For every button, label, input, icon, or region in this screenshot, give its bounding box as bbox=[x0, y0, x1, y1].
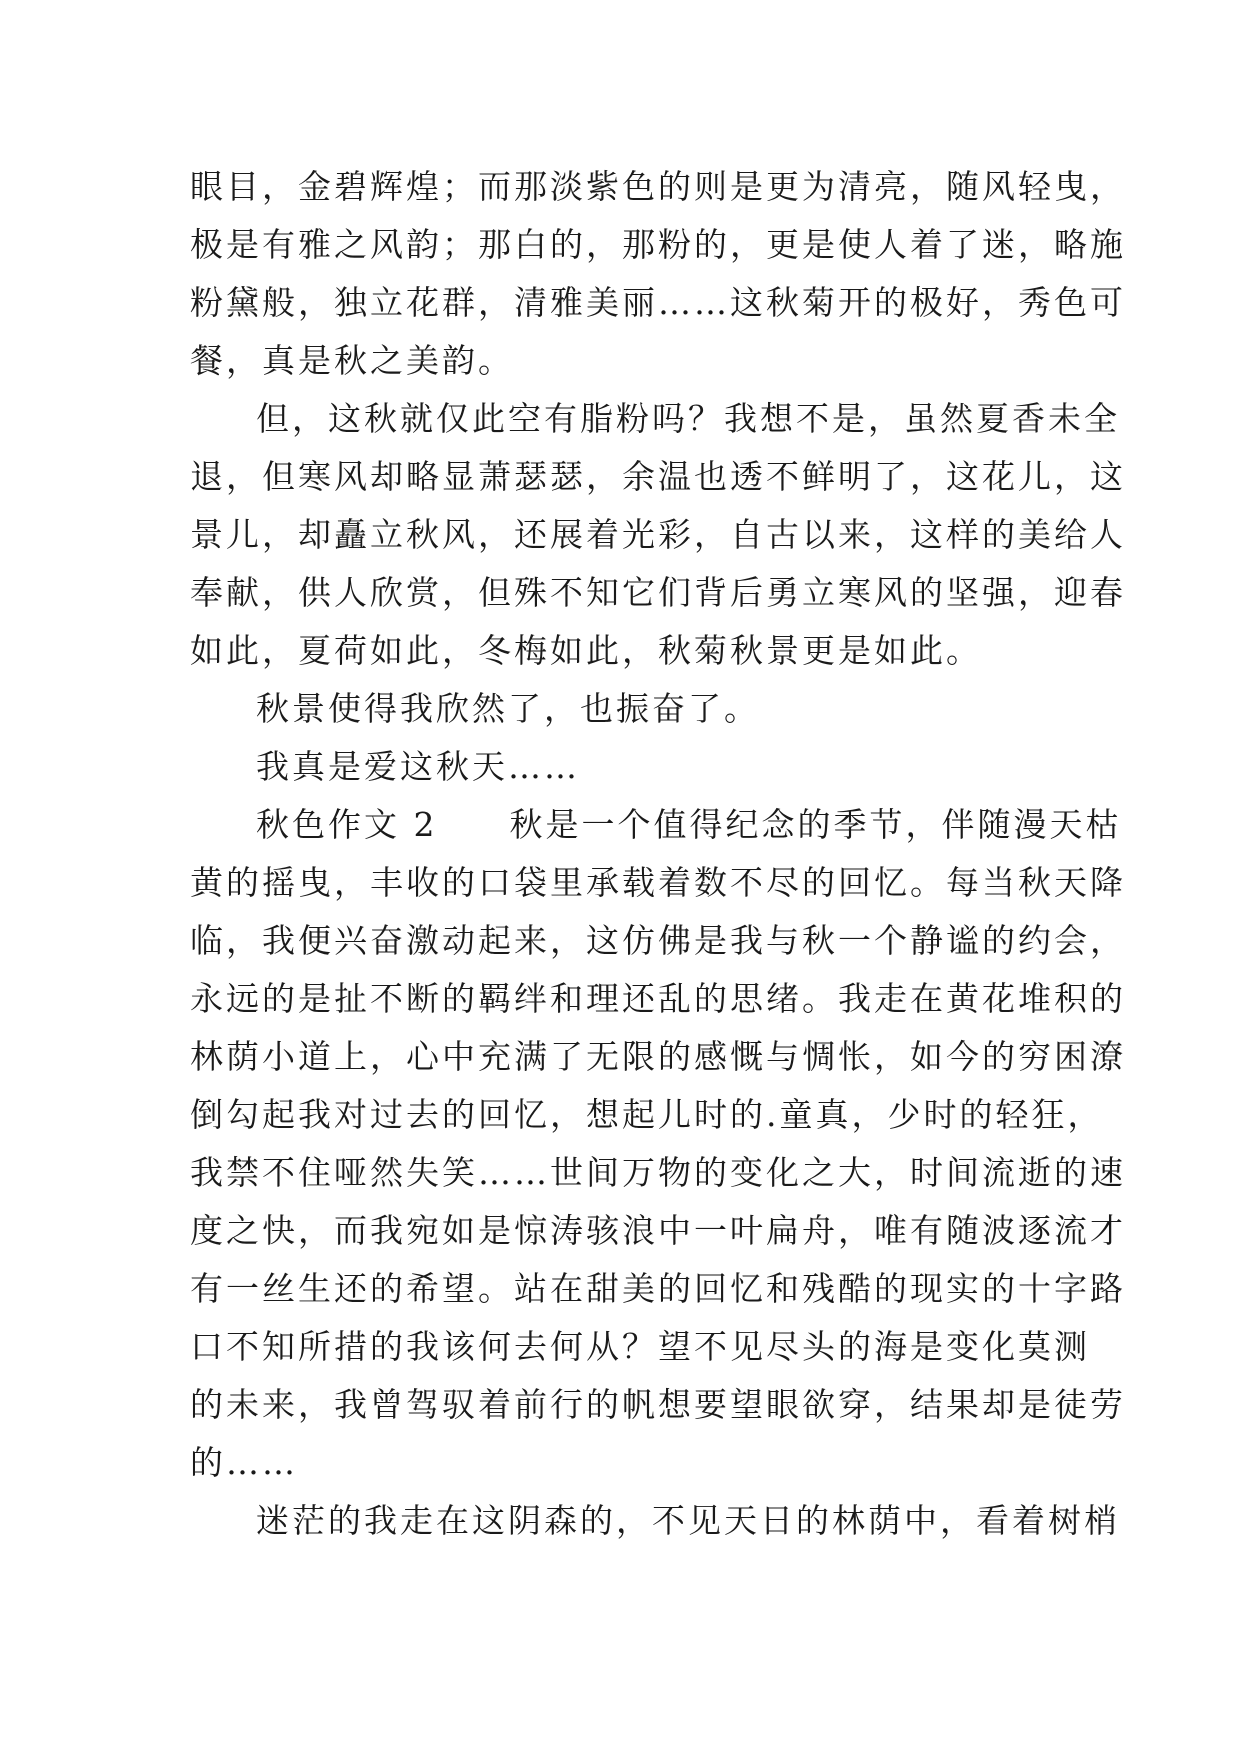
text-line: 度之快，而我宛如是惊涛骇浪中一叶扁舟，唯有随波逐流才 bbox=[190, 1211, 1126, 1250]
text-line: 极是有雅之风韵；那白的，那粉的，更是使人着了迷，略施 bbox=[190, 225, 1126, 264]
text-line: 临，我便兴奋激动起来，这仿佛是我与秋一个静谧的约会， bbox=[190, 921, 1126, 960]
paragraph-start-line: 我真是爱这秋天…… bbox=[256, 747, 580, 786]
text-line: 倒勾起我对过去的回忆，想起儿时的.童真，少时的轻狂， bbox=[190, 1095, 1104, 1134]
text-line: 眼目，金碧辉煌；而那淡紫色的则是更为清亮，随风轻曳， bbox=[190, 167, 1126, 206]
text-line: 的未来，我曾驾驭着前行的帆想要望眼欲穿，结果却是徒劳 bbox=[190, 1385, 1126, 1424]
paragraph-start-line: 迷茫的我走在这阴森的，不见天日的林荫中，看着树梢 bbox=[256, 1501, 1120, 1540]
text-line: 的…… bbox=[190, 1443, 298, 1482]
text-line: 永远的是扯不断的羁绊和理还乱的思绪。我走在黄花堆积的 bbox=[190, 979, 1126, 1018]
essay-body bbox=[190, 158, 1126, 1550]
text-line: 我禁不住哑然失笑……世间万物的变化之大，时间流逝的速 bbox=[190, 1153, 1126, 1192]
paragraph-start-line: 但，这秋就仅此空有脂粉吗？我想不是，虽然夏香未全 bbox=[256, 399, 1120, 438]
text-line: 餐，真是秋之美韵。 bbox=[190, 341, 514, 380]
text-line: 林荫小道上，心中充满了无限的感慨与惆怅，如今的穷困潦 bbox=[190, 1037, 1126, 1076]
text-line: 有一丝生还的希望。站在甜美的回忆和残酷的现实的十字路 bbox=[190, 1269, 1126, 1308]
text-line: 如此，夏荷如此，冬梅如此，秋菊秋景更是如此。 bbox=[190, 631, 982, 670]
paragraph-start-line: 秋景使得我欣然了，也振奋了。 bbox=[256, 689, 760, 728]
text-line: 黄的摇曳，丰收的口袋里承载着数不尽的回忆。每当秋天降 bbox=[190, 863, 1126, 902]
text-line: 奉献，供人欣赏，但殊不知它们背后勇立寒风的坚强，迎春 bbox=[190, 573, 1126, 612]
text-line: 退，但寒风却略显萧瑟瑟，余温也透不鲜明了，这花儿，这 bbox=[190, 457, 1126, 496]
text-line: 景儿，却矗立秋风，还展着光彩，自古以来，这样的美给人 bbox=[190, 515, 1126, 554]
text-line: 口不知所措的我该何去何从？望不见尽头的海是变化莫测 bbox=[190, 1327, 1090, 1366]
text-line: 粉黛般，独立花群，清雅美丽……这秋菊开的极好，秀色可 bbox=[190, 283, 1126, 322]
essay-heading-line: 秋色作文 2 秋是一个值得纪念的季节，伴随漫天枯 bbox=[256, 805, 1122, 844]
